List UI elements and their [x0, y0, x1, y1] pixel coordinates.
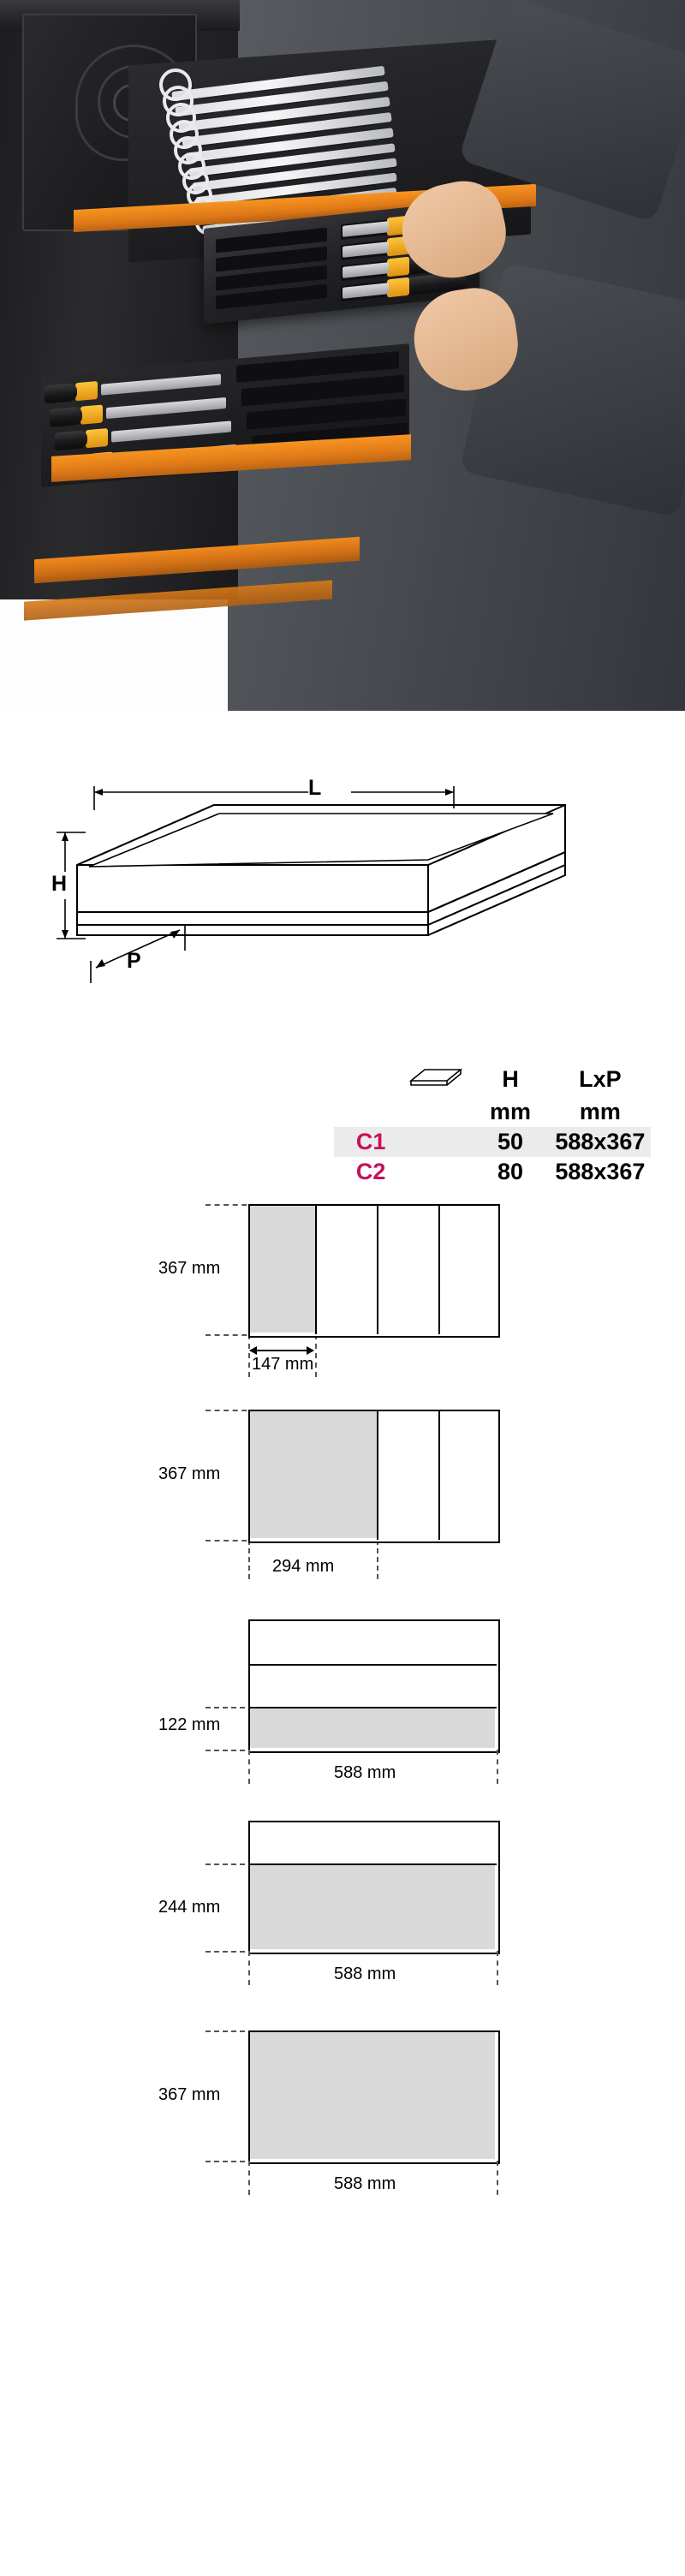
- header-lxp: LxP: [579, 1066, 622, 1092]
- row-code-c2: C2: [355, 1159, 386, 1184]
- dim-left-3: 122 mm: [158, 1715, 221, 1734]
- row-lxp-c2: 588x367: [555, 1159, 646, 1184]
- dim-bottom-2: 294 mm: [272, 1557, 335, 1576]
- row-lxp-c1: 588x367: [555, 1129, 646, 1154]
- layout-diagram-4: [0, 1816, 685, 2000]
- table-row: [334, 1157, 651, 1187]
- dim-bottom-1: 147 mm: [252, 1355, 314, 1374]
- dim-bottom-3: 588 mm: [334, 1763, 396, 1782]
- row-h-c1: 50: [497, 1129, 524, 1154]
- dim-left-1: 367 mm: [158, 1259, 221, 1278]
- dim-left-4: 244 mm: [158, 1898, 221, 1917]
- unit-h: mm: [490, 1099, 532, 1124]
- table-units-row: [334, 1097, 651, 1127]
- technical-drawing-section: [0, 719, 685, 2576]
- unit-lxp: mm: [579, 1099, 621, 1124]
- dim-bottom-5: 588 mm: [334, 2174, 396, 2193]
- layout-diagram-3: [0, 1614, 685, 1794]
- dim-left-2: 367 mm: [158, 1464, 221, 1483]
- label-height: H: [51, 872, 68, 896]
- layout-diagram-5: [0, 2025, 685, 2214]
- header-icon-cell: [401, 1062, 471, 1097]
- table-row: [334, 1127, 651, 1157]
- drawer-isometric-drawing: [51, 771, 599, 1053]
- dim-left-5: 367 mm: [158, 2085, 221, 2104]
- header-h: H: [502, 1066, 519, 1092]
- drawer-iso-svg: [51, 771, 599, 1053]
- layout-diagram-1: [0, 1199, 685, 1379]
- photo-scene: [0, 0, 685, 711]
- label-depth: P: [127, 949, 141, 973]
- tray-icon: [406, 1064, 466, 1089]
- layout-diagram-2: [0, 1404, 685, 1584]
- dim-bottom-4: 588 mm: [334, 1965, 396, 1983]
- row-h-c2: 80: [497, 1159, 524, 1184]
- row-code-c1: C1: [355, 1129, 386, 1154]
- label-length: L: [308, 776, 322, 800]
- specification-table: [334, 1062, 651, 1187]
- product-photo: [0, 0, 685, 711]
- table-header-row: [334, 1062, 651, 1097]
